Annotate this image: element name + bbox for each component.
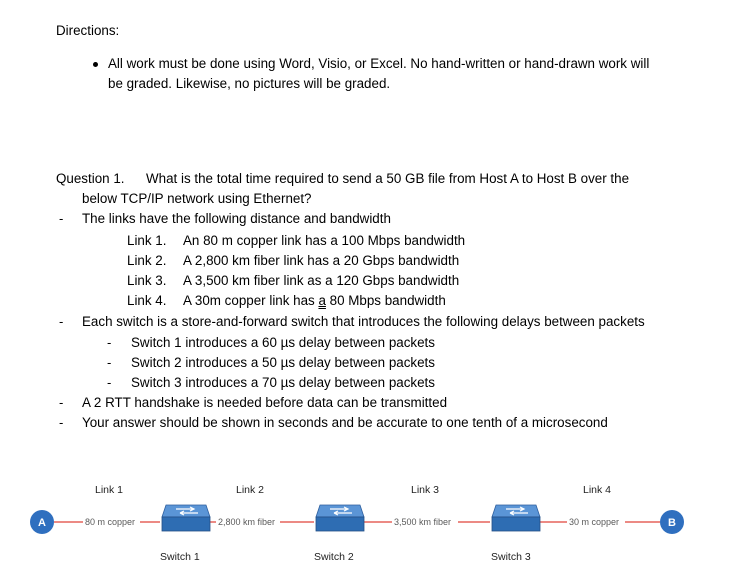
dash-rtt: - (59, 395, 64, 410)
link-4-desc (183, 293, 446, 309)
switch-3-label: Switch 3 (491, 551, 531, 563)
link-2-diagram-label: Link 2 (236, 484, 265, 496)
link-4-spec: 30 m copper (569, 517, 620, 527)
links-intro: The links have the following distance and bandwidth (82, 211, 391, 226)
network-diagram (0, 465, 736, 585)
link-2-spec: 2,800 km fiber (218, 517, 276, 527)
link-3-label: Link 3. (127, 273, 167, 288)
question-text-line-1: What is the total time required to send a 50 GB file from Host A to Host B over the (146, 171, 630, 186)
switch-1-icon (162, 505, 210, 531)
switch-3-icon (492, 505, 540, 531)
host-a-label: A (38, 517, 46, 529)
dash-switch-3: - (107, 375, 112, 390)
link-3-desc: A 3,500 km fiber link as a 120 Gbps bandwidth (183, 273, 460, 288)
link-4-diagram-label: Link 4 (583, 484, 612, 496)
switch-3-delay: Switch 3 introduces a 70 µs delay between packets (131, 375, 435, 390)
host-b-label: B (668, 517, 676, 529)
directions-bullet-line-1: All work must be done using Word, Visio, or Excel. No hand-written or hand-drawn work will (108, 56, 650, 71)
answer-note: Your answer should be shown in seconds and be accurate to one tenth of a microsecond (82, 415, 608, 430)
link-4-label: Link 4. (127, 293, 167, 308)
link-3-spec: 3,500 km fiber (394, 517, 452, 527)
switch-1-delay: Switch 1 introduces a 60 µs delay between packets (131, 335, 435, 350)
link-1-spec: 80 m copper (85, 517, 136, 527)
dash-switch-2: - (107, 355, 112, 370)
link-2-label: Link 2. (127, 253, 167, 268)
link-1-diagram-label: Link 1 (95, 484, 124, 496)
directions-bullet-line-2: be graded. Likewise, no pictures will be graded. (108, 76, 391, 91)
directions-heading: Directions: (56, 23, 120, 38)
rtt-note: A 2 RTT handshake is needed before data can be transmitted (82, 395, 448, 410)
switch-2-label: Switch 2 (314, 551, 354, 563)
link-1-desc: An 80 m copper link has a 100 Mbps bandwidth (183, 233, 466, 248)
link-4-desc-post: 80 Mbps bandwidth (325, 293, 446, 308)
link-2-desc: A 2,800 km fiber link has a 20 Gbps bandwidth (183, 253, 460, 268)
question-label: Question 1. (56, 171, 125, 186)
switch-intro: Each switch is a store-and-forward switch that introduces the following delays between packets (82, 314, 645, 329)
link-4-desc-underlined: a (318, 293, 326, 308)
link-3-diagram-label: Link 3 (411, 484, 440, 496)
question-text-line-2: below TCP/IP network using Ethernet? (82, 191, 312, 206)
dash-links: - (59, 211, 64, 226)
switch-2-delay: Switch 2 introduces a 50 µs delay between packets (131, 355, 435, 370)
link-1-label: Link 1. (127, 233, 167, 248)
link-4-desc-pre: A 30m copper link has (183, 293, 319, 308)
switch-2-icon (316, 505, 364, 531)
switch-1-label: Switch 1 (160, 551, 200, 563)
dash-switch: - (59, 314, 64, 329)
dash-answer: - (59, 415, 64, 430)
dash-switch-1: - (107, 335, 112, 350)
bullet-dot (93, 62, 98, 67)
